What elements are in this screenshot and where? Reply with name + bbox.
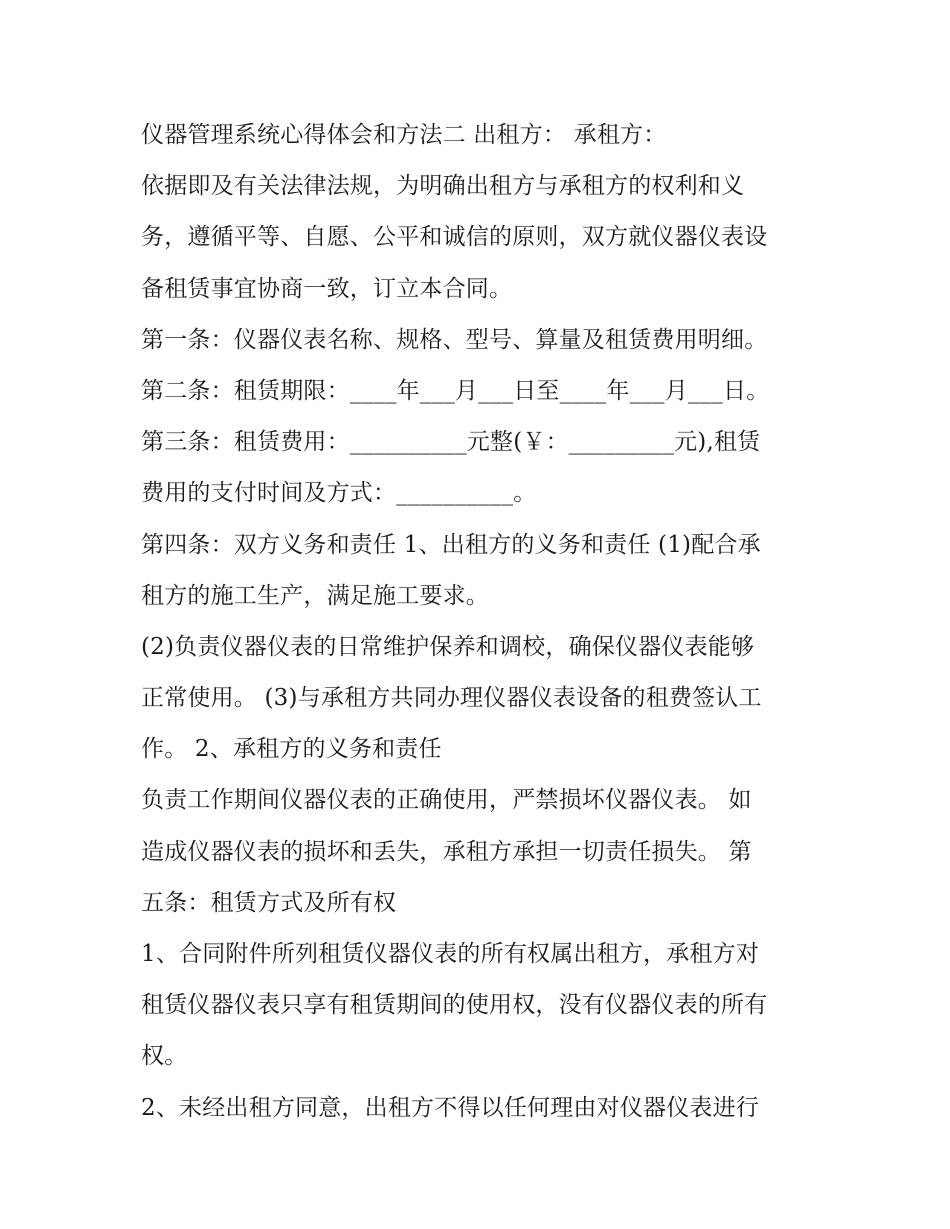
text-line-6: 第二条：租赁期限：____年___月___日至____年___月___日。: [141, 377, 770, 404]
text-line-18: 租赁仪器仪表只享有租赁期间的使用权，没有仪器仪表的所有: [141, 992, 768, 1019]
text-line-10: 租方的施工生产，满足施工要求。: [141, 582, 489, 609]
text-line-3: 务，遵循平等、自愿、公平和诚信的原则，双方就仪器仪表设: [141, 224, 768, 251]
text-line-15: 造成仪器仪表的损坏和丢失，承租方承担一切责任损失。 第: [141, 838, 752, 865]
text-line-14: 负责工作期间仪器仪表的正确使用，严禁损坏仪器仪表。 如: [141, 787, 752, 814]
text-line-4: 备租赁事宜协商一致，订立本合同。: [141, 275, 513, 302]
text-line-19: 权。: [141, 1043, 188, 1070]
text-line-13: 作。 2、承租方的义务和责任: [141, 736, 442, 763]
text-line-16: 五条：租赁方式及所有权: [141, 889, 397, 916]
text-line-7: 第三条：租赁费用：__________元整(￥：_________元),租赁: [141, 429, 761, 456]
text-line-17: 1、合同附件所列租赁仪器仪表的所有权属出租方，承租方对: [141, 941, 760, 967]
text-line-12: 正常使用。 (3)与承租方共同办理仪器仪表设备的租费签认工: [141, 685, 762, 712]
text-line-11: (2)负责仪器仪表的日常维护保养和调校，确保仪器仪表能够: [141, 633, 755, 660]
text-line-20: 2、未经出租方同意，出租方不得以任何理由对仪器仪表进行: [141, 1094, 760, 1121]
text-line-1: 仪器管理系统心得体会和方法二 出租方： 承租方：: [141, 122, 667, 148]
text-line-8: 费用的支付时间及方式：__________。: [141, 480, 537, 507]
document-body: [141, 110, 821, 1134]
text-line-9: 第四条：双方义务和责任 1、出租方的义务和责任 (1)配合承: [141, 531, 761, 558]
text-line-5: 第一条：仪器仪表名称、规格、型号、算量及租赁费用明细。: [141, 326, 768, 353]
text-line-2: 依据即及有关法律法规，为明确出租方与承租方的权利和义: [141, 173, 745, 200]
